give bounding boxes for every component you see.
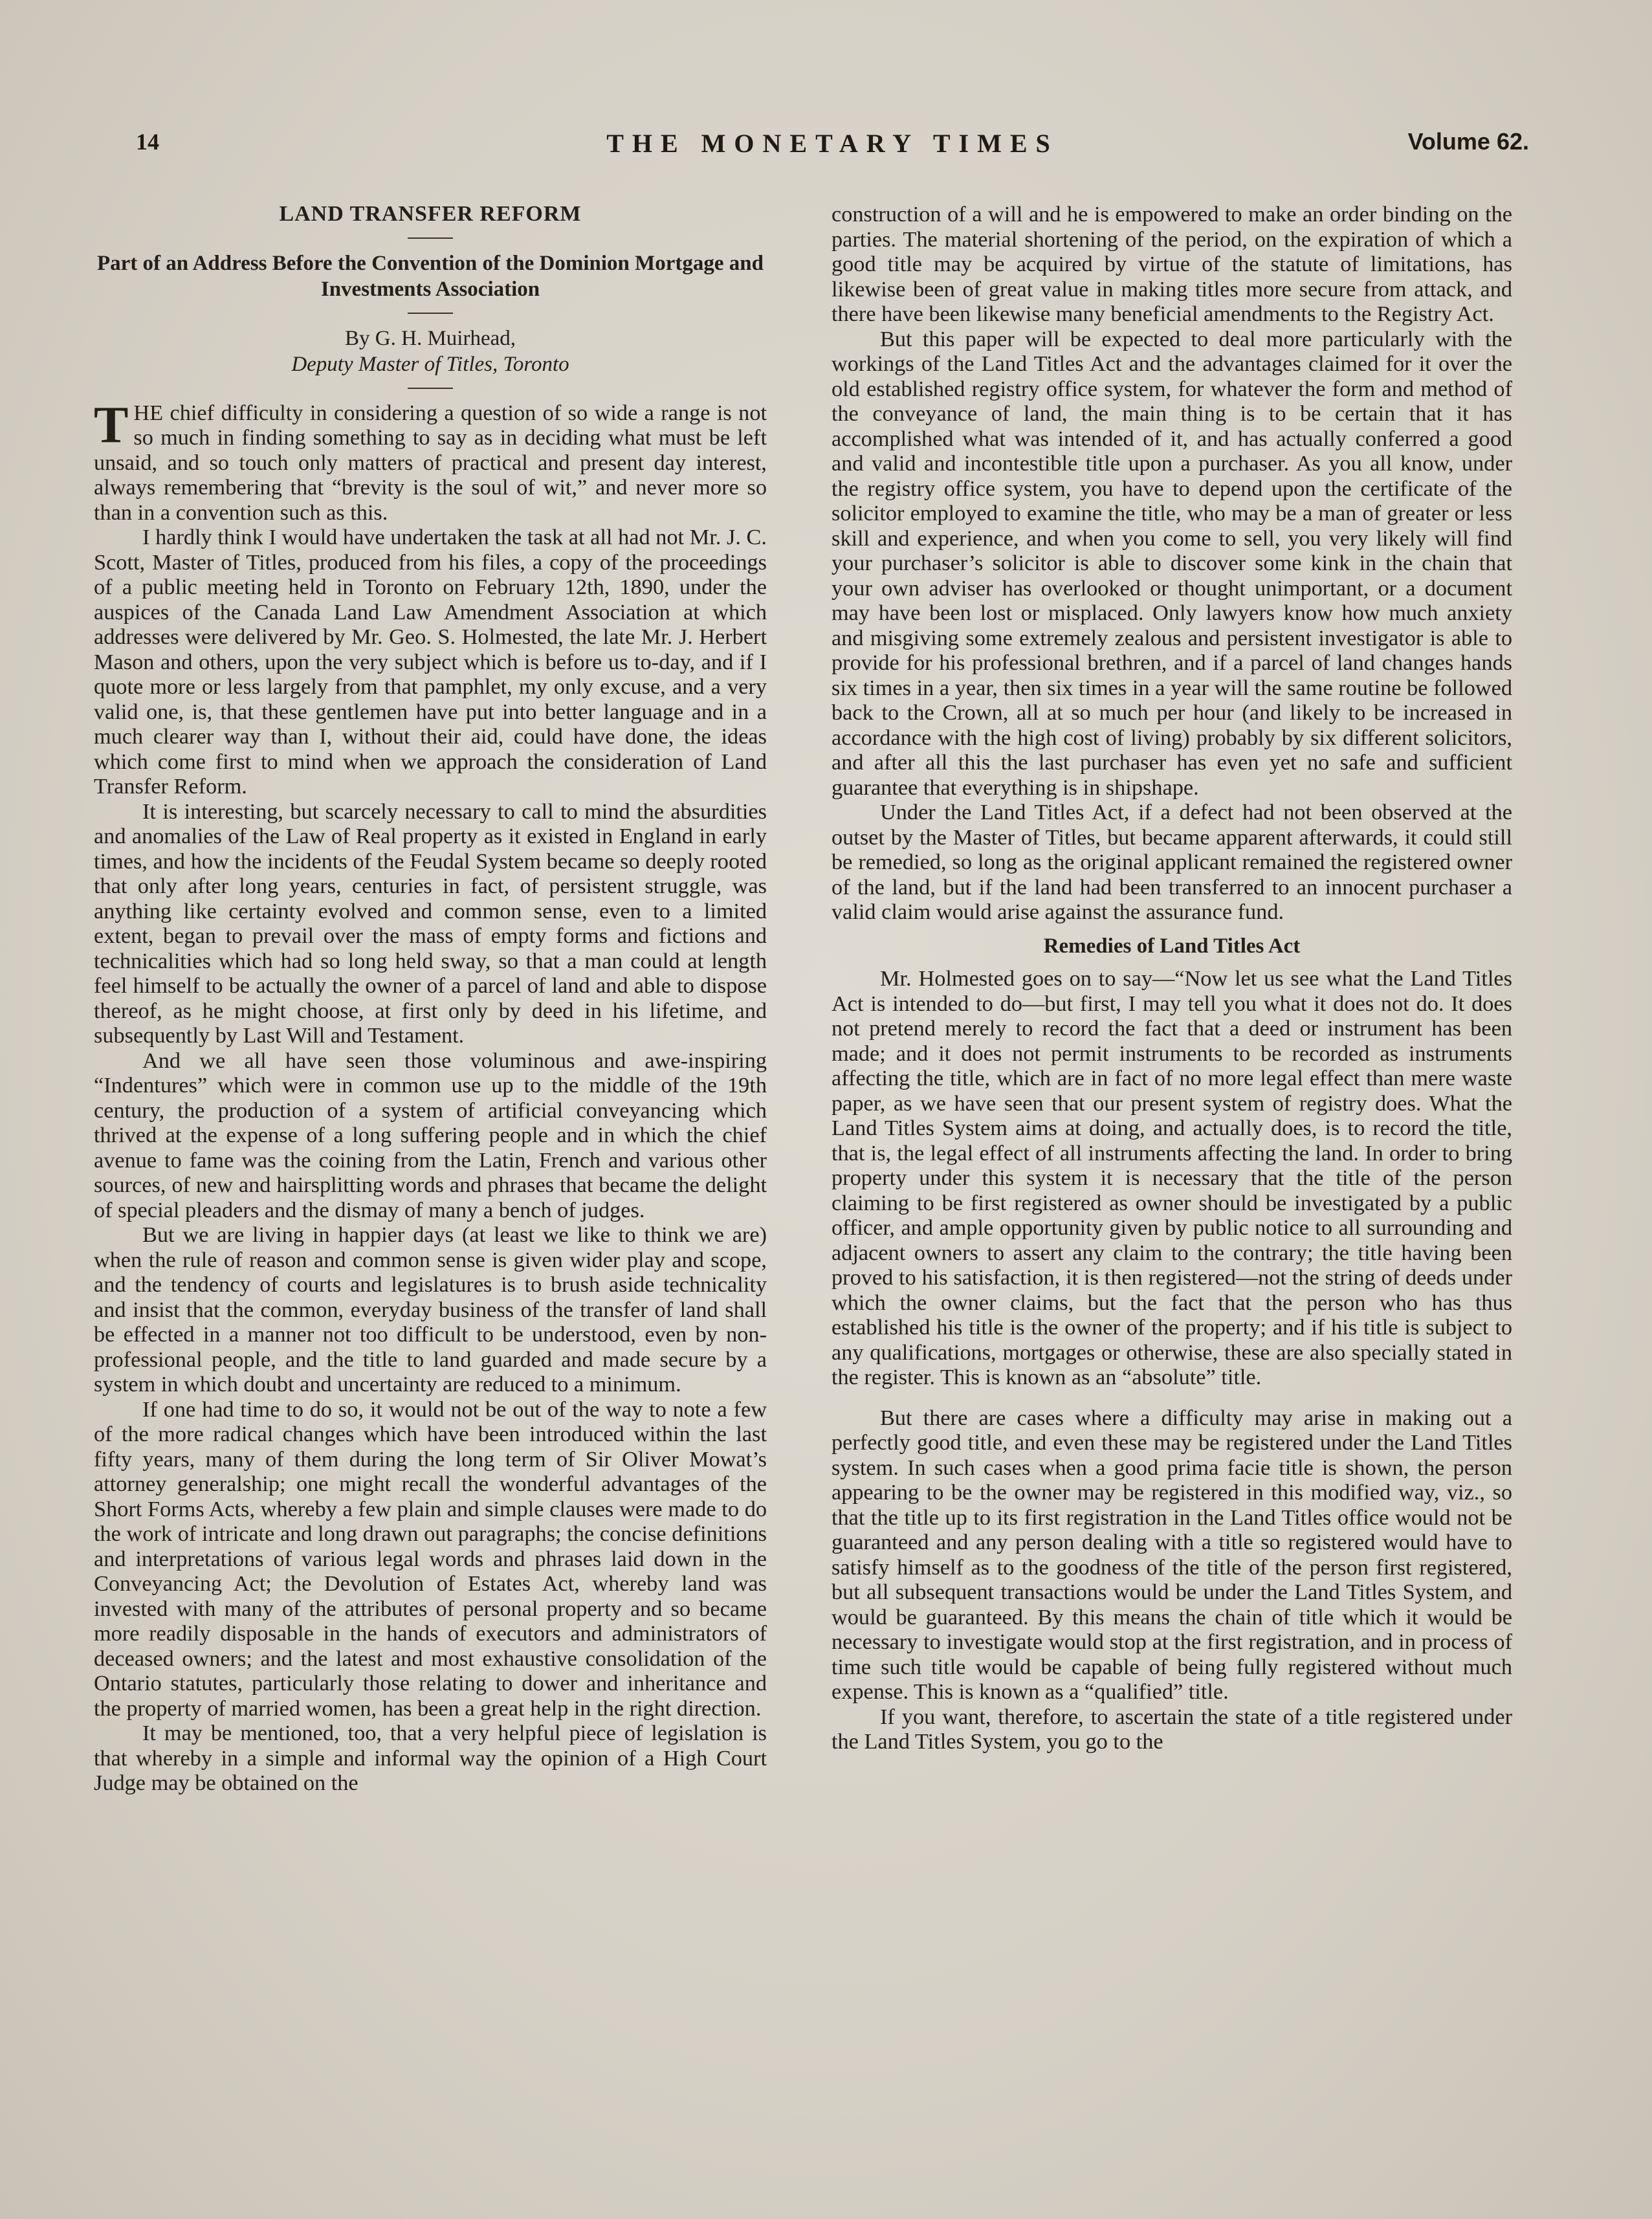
paragraph: Mr. Holmested goes on to say—“Now let us see what the Land Titles Act is intended to do—but first, I may tell you what it does not do. It does not pretend merely to record the fact that a deed or instrument has been made; and it does not permit instruments to be recorded as instruments affecting the title, which are in fact of no more legal effect than mere waste paper, as we have seen that our present system of registry does. What the Land Titles System aims at doing, and actually does, is to record the title, that is, the legal effect of all instruments affecting the land. In order to bring property under this system it is necessary that the title of the person claiming to be first registered as owner should be investigated by a public officer, and ample opportunity given by public notice to all surrounding and adjacent owners to assert any claim to the contrary; the title having been proved to his satisfaction, it is then registered—not the string of deeds under which the owner claims, but the fact that the person who has thus established his title is the owner of the property; and if his title is subject to any qualifications, mortgages or otherwise, these are also specially stated in the register. This is known as an “absolute” title. (832, 966, 1512, 1389)
paragraph: It is interesting, but scarcely necessary to call to mind the absurdities and anomalies of the Law of Real property as it existed in England in early times, and how the incidents of the Feudal System became so deeply rooted that only after long years, centuries in fact, of persistent struggle, was anything like certainty evolved and common sense, even to a limited extent, began to prevail over the mass of empty forms and fictions and technicalities which had so long held sway, so that a man could at length feel himself to be actually the owner of a parcel of land and able to dispose thereof, as he might choose, at first only by deed in his lifetime, and subsequently by Last Will and Testament. (94, 799, 767, 1048)
paragraph: I hardly think I would have undertaken the task at all had not Mr. J. C. Scott, Master of Titles, produced from his files, a copy of the proceedings of a public meeting held in Toronto on February 12th, 1890, under the auspices of the Canada Land Law Amendment Association at which addresses were delivered by Mr. Geo. S. Holmested, the late Mr. J. Herbert Mason and others, upon the very subject which is before us to-day, and if I quote more or less largely from that pamphlet, my only excuse, and a very valid one, is, that these gentlemen have put into better language and in a much clearer way than I, without their aid, could have done, the ideas which come first to mind when we approach the consideration of Land Transfer Reform. (94, 525, 767, 799)
article-subtitle: Part of an Address Before the Convention of the Dominion Mortgage and Investments Association (97, 251, 764, 301)
paragraph: And we all have seen those voluminous and awe-inspiring “Indentures” which were in common use up to the middle of the 19th century, the production of a system of artificial conveyancing which thrived at the expense of a long suffering people and in which the chief avenue to fame was the coining from the Latin, French and various other sources, of new and hairsplitting words and phrases that became the delight of special pleaders and the dismay of many a bench of judges. (94, 1048, 767, 1222)
left-column (94, 202, 767, 2141)
paragraph: construction of a will and he is empowered to make an order binding on the parties. The material shortening of the period, on the expiration of which a good title may be acquired by virtue of the statute of limitations, has likewise been of great value in making titles more secure from attack, and there have been likewise many beneficial amendments to the Registry Act. (832, 202, 1512, 326)
divider (408, 313, 453, 314)
paragraph: Under the Land Titles Act, if a defect had not been observed at the outset by the Master of Titles, but became apparent afterwards, it could still be remedied, so long as the original applicant remained the registered owner of the land, but if the land had been transferred to an innocent purchaser a valid claim would arise against the assurance fund. (832, 800, 1512, 924)
paragraph: But there are cases where a difficulty may arise in making out a perfectly good title, and even these may be registered under the Land Titles system. In such cases when a good prima facie title is shown, the person appearing to be the owner may be registered in this modified way, viz., so that the title up to its first registration in the Land Titles office would not be guaranteed and any person dealing with a title so registered would have to satisfy himself as to the goodness of the title of the person first registered, but all subsequent transactions would be under the Land Titles System, and would be guaranteed. By this means the chain of title which it would be necessary to investigate would stop at the first registration, and in process of time such title would be capable of being fully registered without much expense. This is known as a “qualified” title. (832, 1405, 1512, 1704)
divider (408, 388, 453, 389)
masthead: THE MONETARY TIMES (606, 129, 1059, 158)
article-title: LAND TRANSFER REFORM (279, 202, 582, 226)
paragraph: If one had time to do so, it would not be out of the way to note a few of the more radical changes which have been introduced within the last fifty years, many of them during the long term of Sir Oliver Mowat’s attorney generalship; one might recall the wonderful advantages of the Short Forms Acts, whereby a few plain and simple clauses were made to do the work of intricate and long drawn out paragraphs; the concise definitions and interpretations of various legal words and phrases laid down in the Conveyancing Act; the Devolution of Estates Act, whereby land was invested with many of the attributes of personal property and so became more readily disposable in the hands of executors and administrators of deceased owners; and the latest and most exhaustive consolidation of the Ontario statutes, particularly those relating to dower and inheritance and the property of married women, has been a great help in the right direction. (94, 1397, 767, 1721)
page-number: 14 (136, 129, 159, 155)
divider (408, 237, 453, 239)
byline: By G. H. Muirhead, (345, 326, 516, 350)
right-column (832, 202, 1512, 2141)
paragraph: If you want, therefore, to ascertain the state of a title registered under the Land Titles System, you go to the (832, 1704, 1512, 1754)
paragraph: THE chief difficulty in considering a question of so wide a range is not so much in finding something to say as in deciding what must be left unsaid, and so touch only matters of practical and present day interest, always remembering that “brevity is the soul of wit,” and never more so than in a convention such as this. (94, 396, 767, 525)
paragraph: It may be mentioned, too, that a very helpful piece of legislation is that whereby in a simple and informal way the opinion of a High Court Judge may be obtained on the (94, 1721, 767, 1795)
page-header (136, 128, 1529, 160)
section-subheading: Remedies of Land Titles Act (1043, 934, 1301, 958)
spacer (832, 1390, 1512, 1406)
volume-label: Volume 62. (1407, 128, 1529, 155)
byline-role: Deputy Master of Titles, Toronto (291, 352, 569, 376)
paragraph: But this paper will be expected to deal more particularly with the workings of the Land Titles Act and the advantages claimed for it over the old established registry office system, for whatever the form and method of the conveyance of land, the main thing is to be certain that it has accomplished what was intended of it, and has actually conferred a good and valid and incontestible title upon a purchaser. As you all know, under the registry office system, you have to depend upon the certificate of the solicitor employed to examine the title, who may be a man of greater or less skill and experience, and when you come to sell, you very likely will find your purchaser’s solicitor is able to discover some kink in the chain that your own adviser has overlooked or thought unimportant, or a document may have been lost or misplaced. Only lawyers know how much anxiety and misgiving some extremely zealous and persistent investigator is able to provide for his professional brethren, and if a parcel of land changes hands six times in a year, then six times in a year will the same routine be followed back to the Crown, all at so much per hour (and likely to be increased in accordance with the high cost of living) probably by six different solicitors, and after all this the last purchaser has even yet no safe and sufficient guarantee that everything is in shipshape. (832, 326, 1512, 800)
paragraph: But we are living in happier days (at least we like to think we are) when the rule of reason and common sense is given wider play and scope, and the tendency of courts and legislatures is to brush aside technicality and insist that the common, everyday business of the transfer of land shall be effected in a manner not too difficult to be understood, even by non-professional people, and the title to land guarded and made secure by a system in which doubt and uncertainty are reduced to a minimum. (94, 1222, 767, 1397)
drop-cap: T (94, 396, 129, 454)
